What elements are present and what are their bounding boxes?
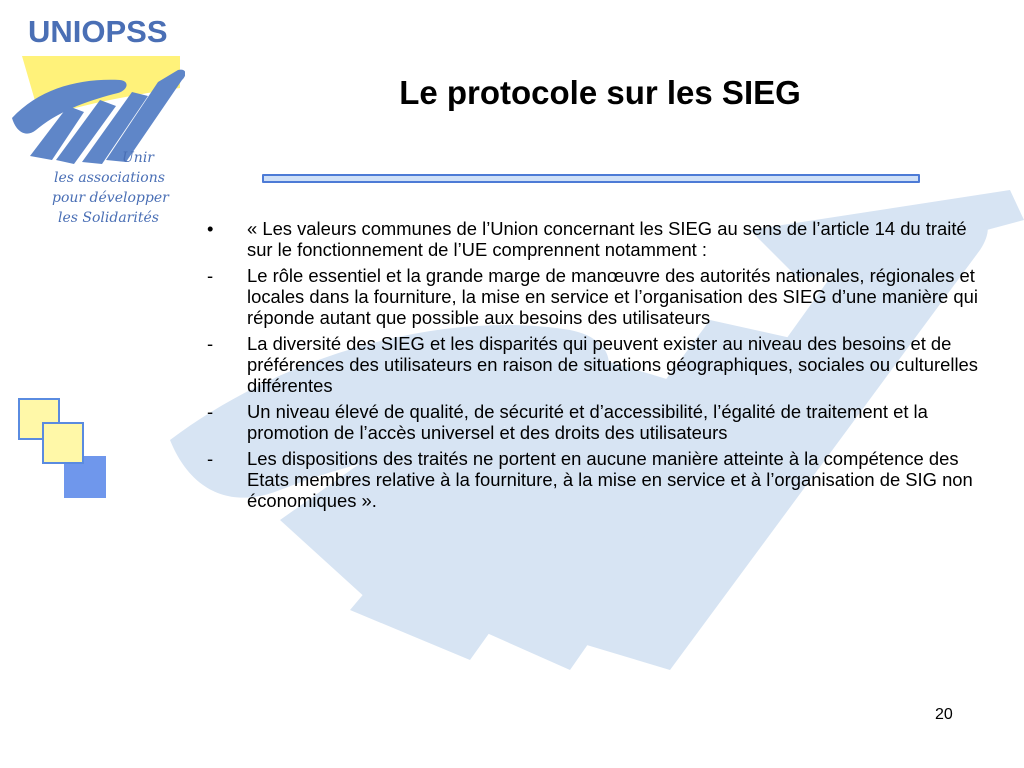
dash-item-text: Le rôle essentiel et la grande marge de manœuvre des autorités nationales, régionales et locales dans la fourniture, la mise en service et l’organisation des SIEG d’une manière qui réponde autant que possible aux besoins des utilisateurs <box>247 265 978 328</box>
bullet-text: « Les valeurs communes de l’Union concernant les SIEG au sens de l’article 14 du traité sur le fonctionnement de l’UE comprennent notamment : <box>247 218 967 260</box>
dash-marker: - <box>207 401 214 422</box>
slide-content <box>207 218 987 516</box>
logo-tagline <box>44 148 184 228</box>
uniopss-logo <box>10 8 185 243</box>
bullet-marker: • <box>207 218 214 239</box>
page-number: 20 <box>935 706 953 723</box>
title-divider <box>262 174 920 183</box>
logo-tagline-line: les Solidarités <box>58 210 159 226</box>
bullet-item <box>207 218 987 260</box>
dash-item <box>207 448 987 511</box>
logo-tagline-line: Unir <box>122 150 154 166</box>
dash-marker: - <box>207 448 214 469</box>
dash-item-text: Un niveau élevé de qualité, de sécurité et d’accessibilité, l’égalité de traitement et la promotion de l’accès universel et des droits des utilisateurs <box>247 401 928 443</box>
dash-item <box>207 333 987 396</box>
decorative-square-yellow <box>42 422 84 464</box>
decorative-squares <box>18 398 110 502</box>
dash-marker: - <box>207 333 214 354</box>
dash-marker: - <box>207 265 214 286</box>
logo-tagline-line: les associations <box>54 170 165 186</box>
dash-item-text: La diversité des SIEG et les disparités qui peuvent exister au niveau des besoins et de préférences des utilisateurs en raison de situations géographiques, sociales ou culturelles différentes <box>247 333 978 396</box>
dash-item <box>207 401 987 443</box>
logo-tagline-line: pour développer <box>52 190 169 206</box>
dash-item <box>207 265 987 328</box>
dash-item-text: Les dispositions des traités ne portent en aucune manière atteinte à la compétence des Etats membres relative à la fourniture, à la mise en service et à l’organisation de SIG non économiques ». <box>247 448 973 511</box>
slide-title: Le protocole sur les SIEG <box>399 74 801 111</box>
logo-title: UNIOPSS <box>28 14 168 49</box>
